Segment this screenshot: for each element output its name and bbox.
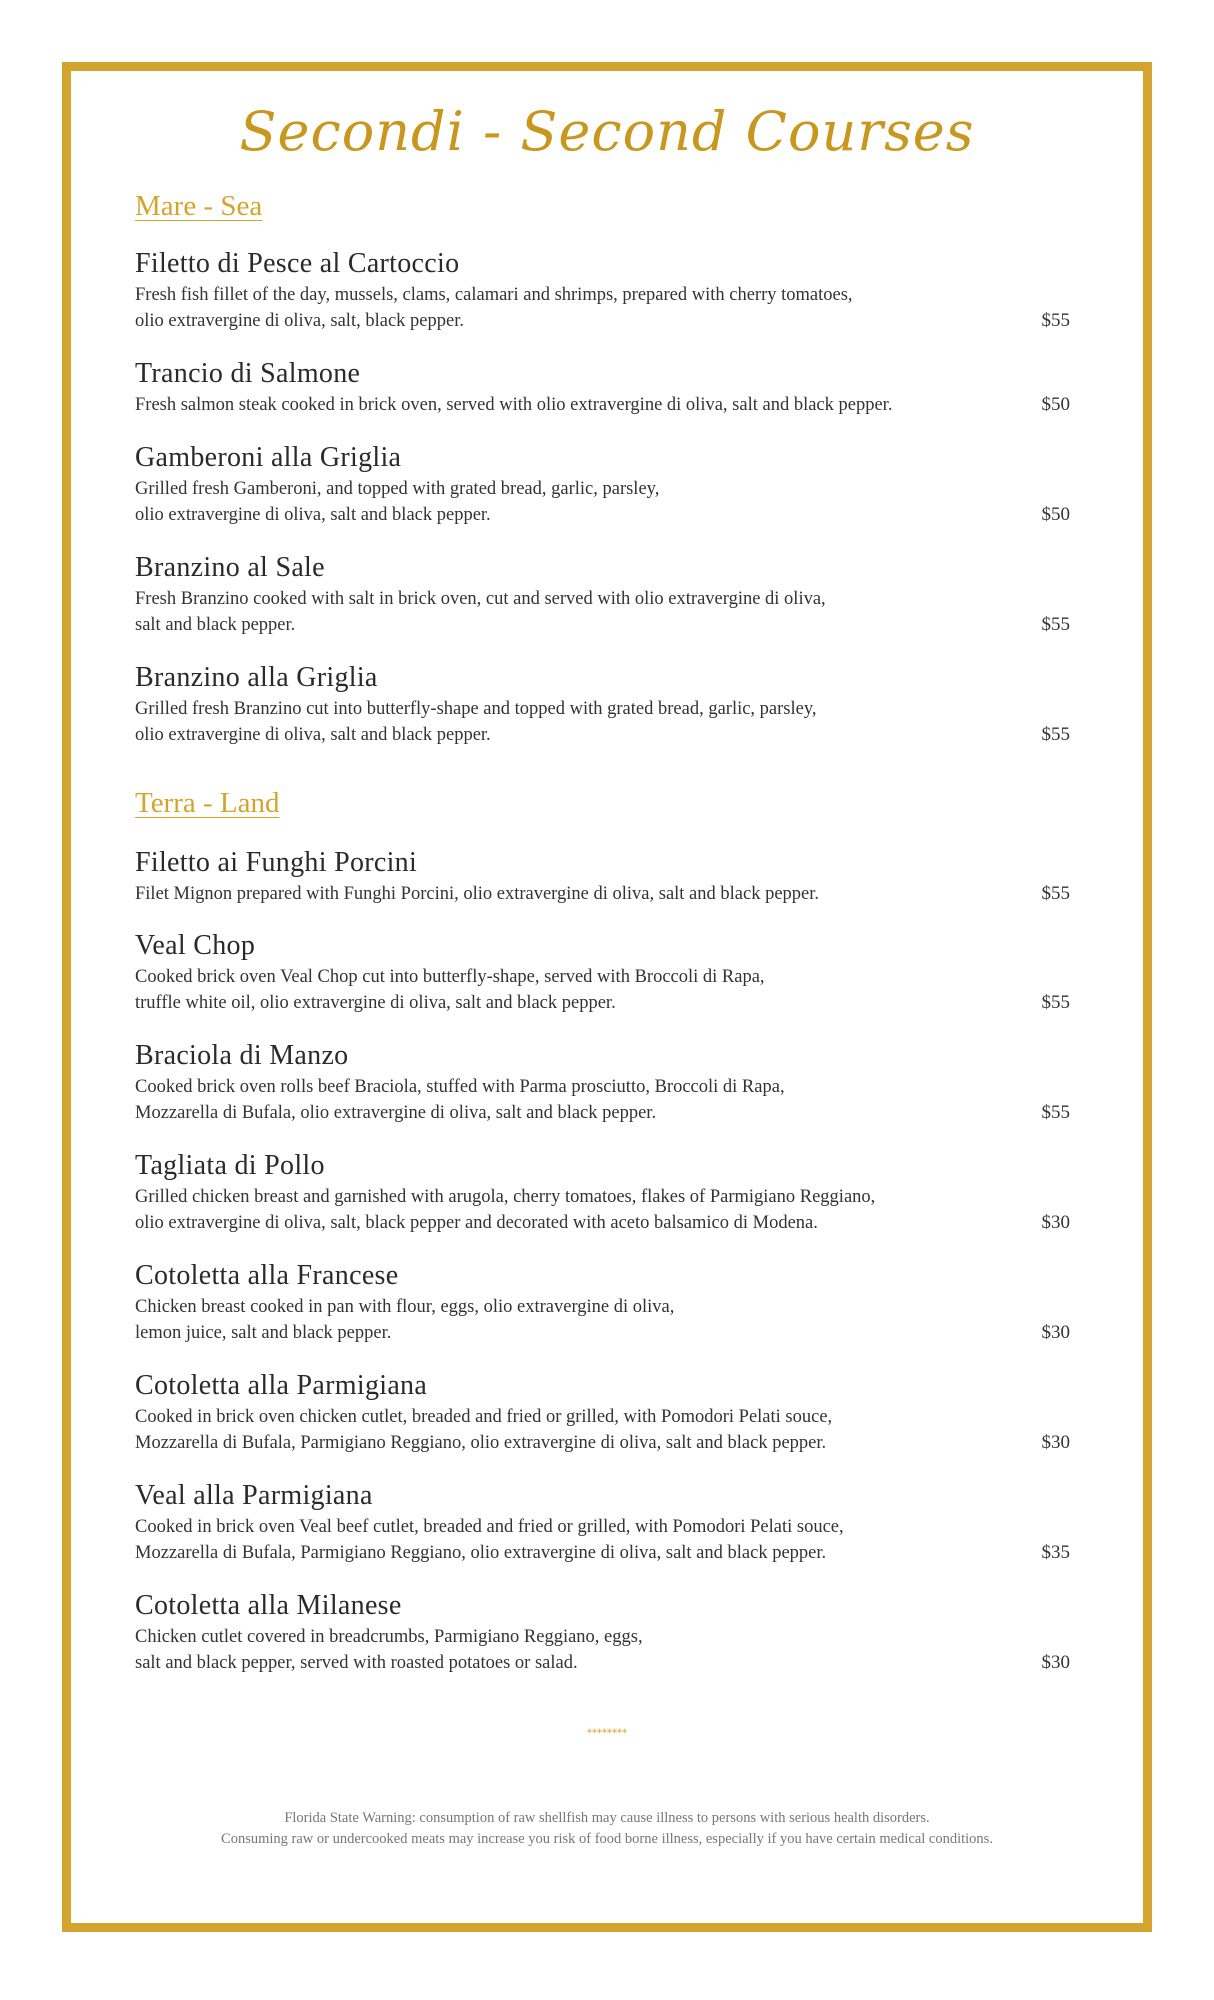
- decorative-divider: ********: [587, 1728, 627, 1739]
- warning-line-1: Florida State Warning: consumption of raw shellfish may cause illness to persons with serious health disorders.: [284, 1810, 930, 1826]
- menu-item: [135, 247, 1070, 334]
- menu-item: [135, 846, 1070, 907]
- item-description: Cooked brick oven Veal Chop cut into butterfly-shape, served with Broccoli di Rapa, truffle white oil, olio extravergine di oliva, salt and black pepper.: [135, 967, 765, 1013]
- item-price: $50: [1041, 394, 1070, 415]
- item-name: Branzino al Sale: [135, 552, 325, 583]
- item-description: Fresh salmon steak cooked in brick oven, served with olio extravergine di oliva, salt and black pepper.: [135, 395, 893, 415]
- menu-item: [135, 1259, 1070, 1346]
- menu-item: [135, 1149, 1070, 1236]
- item-name: Veal alla Parmigiana: [135, 1480, 373, 1511]
- menu-item: [135, 551, 1070, 638]
- item-name: Gamberoni alla Griglia: [135, 442, 402, 473]
- menu-item: [135, 1039, 1070, 1126]
- item-name: Veal Chop: [135, 930, 256, 961]
- menu-item: [135, 1369, 1070, 1456]
- item-name: Filetto ai Funghi Porcini: [135, 847, 418, 878]
- item-description: Fresh fish fillet of the day, mussels, clams, calamari and shrimps, prepared with cherry tomatoes, olio extravergine di oliva, salt, black pepper.: [135, 285, 853, 331]
- item-price: $35: [1041, 1542, 1070, 1563]
- item-price: $55: [1041, 310, 1070, 331]
- menu-item: [135, 441, 1070, 528]
- item-price: $30: [1041, 1652, 1070, 1673]
- menu-title: Secondi - Second Courses: [239, 100, 975, 163]
- item-price: $30: [1041, 1212, 1070, 1233]
- item-description: Chicken cutlet covered in breadcrumbs, Parmigiano Reggiano, eggs, salt and black pepper, served with roasted potatoes or salad.: [135, 1627, 643, 1673]
- item-name: Tagliata di Pollo: [135, 1150, 325, 1181]
- menu-item: [135, 1589, 1070, 1676]
- item-description: Cooked in brick oven chicken cutlet, breaded and fried or grilled, with Pomodori Pelati souce, Mozzarella di Bufala, Parmigiano Reggiano, olio extravergine di oliva, salt and black pepper.: [135, 1407, 833, 1453]
- menu-item: [135, 357, 1070, 418]
- item-name: Trancio di Salmone: [135, 358, 361, 389]
- menu-item: [135, 661, 1070, 748]
- item-description: Grilled fresh Branzino cut into butterfly-shape and topped with grated bread, garlic, parsley, olio extravergine di oliva, salt and black pepper.: [135, 699, 817, 745]
- menu-item: [135, 929, 1070, 1016]
- item-price: $55: [1041, 992, 1070, 1013]
- item-price: $50: [1041, 504, 1070, 525]
- warning-line-2: Consuming raw or undercooked meats may increase you risk of food borne illness, especially if you have certain medical conditions.: [221, 1831, 993, 1847]
- item-description: Cooked brick oven rolls beef Braciola, stuffed with Parma prosciutto, Broccoli di Rapa, Mozzarella di Bufala, olio extravergine di oliva, salt and black pepper.: [135, 1077, 785, 1123]
- section-heading-land: Terra - Land: [135, 787, 280, 819]
- item-price: $55: [1041, 1102, 1070, 1123]
- item-description: Filet Mignon prepared with Funghi Porcini, olio extravergine di oliva, salt and black pepper.: [135, 884, 820, 904]
- item-description: Grilled chicken breast and garnished with arugola, cherry tomatoes, flakes of Parmigiano Reggiano, olio extravergine di oliva, salt, black pepper and decorated with aceto balsamico di Modena.: [135, 1187, 876, 1233]
- item-name: Filetto di Pesce al Cartoccio: [135, 248, 460, 279]
- item-name: Branzino alla Griglia: [135, 662, 378, 693]
- item-description: Chicken breast cooked in pan with flour, eggs, olio extravergine di oliva, lemon juice, salt and black pepper.: [135, 1297, 675, 1343]
- menu-item: [135, 1479, 1070, 1566]
- item-price: $30: [1041, 1432, 1070, 1453]
- item-price: $55: [1041, 724, 1070, 745]
- item-name: Cotoletta alla Francese: [135, 1260, 399, 1291]
- item-price: $55: [1041, 883, 1070, 904]
- item-name: Cotoletta alla Parmigiana: [135, 1370, 428, 1401]
- item-price: $55: [1041, 614, 1070, 635]
- item-name: Cotoletta alla Milanese: [135, 1590, 402, 1621]
- health-warning: [100, 1808, 1114, 1850]
- item-price: $30: [1041, 1322, 1070, 1343]
- section-heading-sea: Mare - Sea: [135, 190, 263, 222]
- item-name: Braciola di Manzo: [135, 1040, 349, 1071]
- item-description: Cooked in brick oven Veal beef cutlet, breaded and fried or grilled, with Pomodori Pelati souce, Mozzarella di Bufala, Parmigiano Reggiano, olio extravergine di oliva, salt and black pepper.: [135, 1517, 844, 1563]
- item-description: Fresh Branzino cooked with salt in brick oven, cut and served with olio extravergine di oliva, salt and black pepper.: [135, 589, 826, 635]
- item-description: Grilled fresh Gamberoni, and topped with grated bread, garlic, parsley, olio extravergine di oliva, salt and black pepper.: [135, 479, 660, 525]
